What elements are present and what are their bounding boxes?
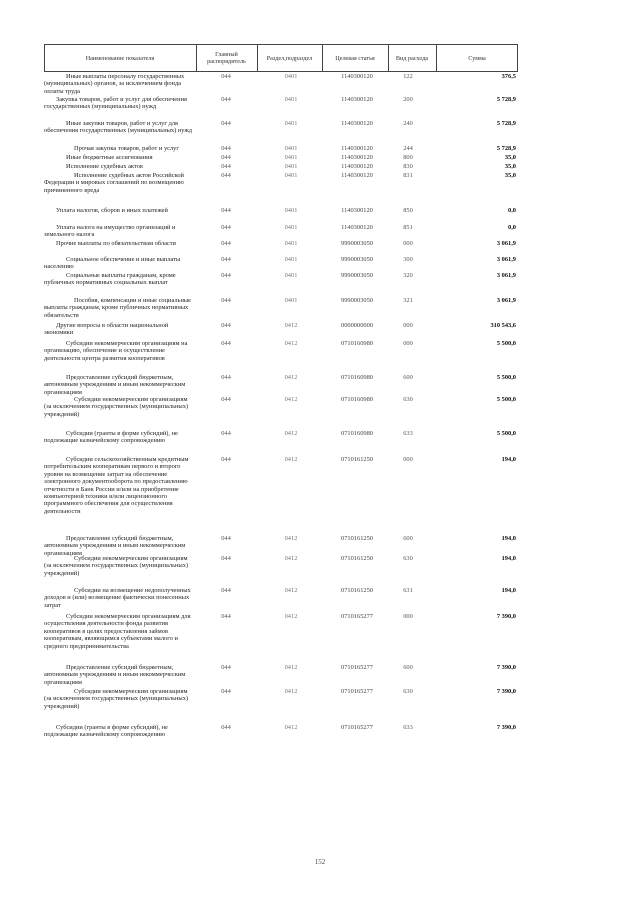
row-grbs: 044 [221, 96, 231, 103]
row-sum: 194,0 [501, 535, 516, 542]
row-grbs: 044 [221, 154, 231, 161]
row-razdel: 0401 [284, 256, 298, 263]
row-sum: 376,5 [501, 73, 516, 80]
row-cs: 1140300120 [341, 120, 373, 127]
row-vr: 633 [403, 724, 413, 731]
row-cs: 1140300120 [341, 154, 373, 161]
row-cs: 0710161250 [341, 535, 373, 542]
row-cs: 0000000000 [341, 322, 373, 329]
row-grbs: 044 [221, 120, 231, 127]
row-vr: 631 [403, 587, 413, 594]
row-vr: 851 [403, 224, 413, 231]
row-grbs: 044 [221, 555, 231, 562]
row-grbs: 044 [221, 430, 231, 437]
row-razdel: 0401 [284, 207, 298, 214]
row-grbs: 044 [221, 396, 231, 403]
row-name: Социальное обеспечение и иные выплаты населению [44, 256, 181, 271]
row-sum: 0,0 [508, 224, 516, 231]
row-name: Субсидии сельскохозяйственным кредитным потребительским кооперативам первого и второго уровня на возмещение затрат на обеспечение электронного документооборота по предоставлению отчетности в Банк России и/или на приобретение компьютерной техники и/или лицензионного программного обеспечения для осуществления деятельности [44, 456, 189, 515]
row-grbs: 044 [221, 535, 231, 542]
row-name: Предоставление субсидий бюджетным, автономным учреждениям и иным некоммерческим организациям [44, 374, 186, 396]
row-name: Закупка товаров, работ и услуг для обеспечения государственных (муниципальных) нужд [44, 96, 187, 111]
row-grbs: 044 [221, 456, 231, 463]
row-vr: 321 [403, 297, 413, 304]
row-vr: 300 [403, 256, 413, 263]
row-razdel: 0412 [284, 587, 298, 594]
row-grbs: 044 [221, 145, 231, 152]
row-vr: 122 [403, 73, 413, 80]
row-razdel: 0401 [284, 297, 298, 304]
row-razdel: 0412 [284, 374, 298, 381]
row-name: Субсидии некоммерческим организациям на организацию, обеспечение и осуществление деятельности центра развития кооперативов [44, 340, 188, 362]
row-razdel: 0401 [284, 154, 298, 161]
row-razdel: 0412 [284, 340, 298, 347]
row-grbs: 044 [221, 207, 231, 214]
row-grbs: 044 [221, 256, 231, 263]
row-sum: 194,0 [501, 587, 516, 594]
row-name: Иные закупки товаров, работ и услуг для обеспечения государственных (муниципальных) нужд [44, 120, 193, 135]
row-razdel: 0401 [284, 172, 298, 179]
header-name: Наименование показателя [85, 54, 155, 62]
row-razdel: 0412 [284, 430, 298, 437]
row-cs: 0710165277 [341, 664, 373, 671]
row-grbs: 044 [221, 224, 231, 231]
header-vr: Вид расхода [395, 54, 429, 62]
row-name: Субсидии некоммерческим организациям для осуществления деятельности фонда развития кооперативов в целях предоставления займов кооперативам, являющимся субъектами малого и среднего предпринимательства [44, 613, 191, 650]
row-sum: 7 390,0 [496, 724, 516, 731]
row-name: Исполнение судебных актов [66, 163, 143, 170]
row-sum: 5 500,0 [496, 430, 516, 437]
row-sum: 5 500,0 [496, 374, 516, 381]
row-vr: 000 [403, 456, 413, 463]
row-cs: 0710160980 [341, 430, 373, 437]
row-vr: 800 [403, 154, 413, 161]
row-razdel: 0412 [284, 724, 298, 731]
page-number: 152 [314, 858, 326, 866]
row-grbs: 044 [221, 163, 231, 170]
row-cs: 9990003050 [341, 272, 373, 279]
header-grbs: Главный распорядитель [207, 51, 246, 65]
row-cs: 1140300120 [341, 163, 373, 170]
row-razdel: 0401 [284, 272, 298, 279]
header-sum: Сумма [468, 54, 486, 62]
row-sum: 7 390,0 [496, 613, 516, 620]
row-grbs: 044 [221, 322, 231, 329]
row-name: Прочие выплаты по обязательствам области [56, 240, 176, 247]
row-sum: 35,0 [504, 163, 516, 170]
row-sum: 5 500,0 [496, 396, 516, 403]
row-name: Субсидии (гранты в форме субсидий), не подлежащие казначейскому сопровождению [44, 724, 168, 739]
row-razdel: 0401 [284, 163, 298, 170]
row-cs: 9990003050 [341, 240, 373, 247]
row-grbs: 044 [221, 297, 231, 304]
row-cs: 1140300120 [341, 207, 373, 214]
row-vr: 600 [403, 374, 413, 381]
row-sum: 5 728,9 [496, 120, 516, 127]
row-razdel: 0412 [284, 535, 298, 542]
row-name: Предоставление субсидий бюджетным, автономным учреждениям и иным некоммерческим организациям [44, 664, 186, 686]
row-name: Субсидии на возмещение недополученных доходов и (или) возмещение фактически понесенных затрат [44, 587, 191, 609]
row-cs: 0710165277 [341, 724, 373, 731]
row-grbs: 044 [221, 613, 231, 620]
row-cs: 0710161250 [341, 587, 373, 594]
row-razdel: 0401 [284, 145, 298, 152]
row-vr: 633 [403, 430, 413, 437]
row-vr: 630 [403, 396, 413, 403]
row-name: Предоставление субсидий бюджетным, автономным учреждениям и иным некоммерческим организациям [44, 535, 186, 557]
row-name: Исполнение судебных актов Российской Федерации и мировых соглашений по возмещению причиненного вреда [44, 172, 184, 194]
row-razdel: 0412 [284, 688, 298, 695]
header-razdel: Раздел,подраздел [266, 54, 313, 62]
row-razdel: 0401 [284, 120, 298, 127]
row-sum: 194,0 [501, 456, 516, 463]
row-cs: 1140300120 [341, 96, 373, 103]
row-sum: 3 061,9 [496, 272, 516, 279]
row-vr: 600 [403, 664, 413, 671]
row-vr: 000 [403, 613, 413, 620]
row-cs: 0710160980 [341, 396, 373, 403]
row-name: Субсидии некоммерческим организациям (за исключением государственных (муниципальных) учреждений) [44, 688, 189, 710]
row-name: Субсидии (гранты в форме субсидий), не подлежащие казначейскому сопровождению [44, 430, 178, 445]
row-vr: 244 [403, 145, 413, 152]
row-cs: 1140300120 [341, 172, 373, 179]
row-razdel: 0412 [284, 613, 298, 620]
row-vr: 830 [403, 163, 413, 170]
row-sum: 3 061,9 [496, 256, 516, 263]
row-sum: 7 390,0 [496, 664, 516, 671]
row-razdel: 0412 [284, 555, 298, 562]
row-sum: 35,0 [504, 154, 516, 161]
header-cs: Целевая статья [335, 54, 375, 62]
row-cs: 1140300120 [341, 73, 373, 80]
row-grbs: 044 [221, 73, 231, 80]
row-grbs: 044 [221, 240, 231, 247]
row-sum: 7 390,0 [496, 688, 516, 695]
row-name: Иные выплаты персоналу государственных (муниципальных) органов, за исключением фонда оплаты труда [44, 73, 185, 95]
row-razdel: 0412 [284, 322, 298, 329]
row-cs: 0710165277 [341, 688, 373, 695]
row-name: Другие вопросы в области национальной экономики [44, 322, 169, 337]
row-sum: 5 500,0 [496, 340, 516, 347]
row-sum: 0,0 [508, 207, 516, 214]
row-vr: 000 [403, 240, 413, 247]
row-cs: 1140300120 [341, 224, 373, 231]
row-grbs: 044 [221, 587, 231, 594]
row-vr: 850 [403, 207, 413, 214]
row-vr: 240 [403, 120, 413, 127]
row-sum: 3 061,9 [496, 297, 516, 304]
row-cs: 0710160980 [341, 374, 373, 381]
row-cs: 0710161250 [341, 555, 373, 562]
row-name: Пособия, компенсации и иные социальные выплаты гражданам, кроме публичных нормативных обязательств [44, 297, 191, 319]
row-vr: 600 [403, 535, 413, 542]
row-vr: 630 [403, 555, 413, 562]
row-vr: 000 [403, 322, 413, 329]
row-razdel: 0401 [284, 96, 298, 103]
row-razdel: 0401 [284, 73, 298, 80]
row-name: Уплата налогов, сборов и иных платежей [56, 207, 168, 214]
row-sum: 310 543,6 [490, 322, 516, 329]
row-razdel: 0412 [284, 456, 298, 463]
row-cs: 9990003050 [341, 256, 373, 263]
row-grbs: 044 [221, 664, 231, 671]
row-vr: 831 [403, 172, 413, 179]
row-grbs: 044 [221, 272, 231, 279]
row-grbs: 044 [221, 688, 231, 695]
row-name: Субсидии некоммерческим организациям (за исключением государственных (муниципальных) учреждений) [44, 555, 189, 577]
row-grbs: 044 [221, 340, 231, 347]
row-razdel: 0412 [284, 664, 298, 671]
row-cs: 0710165277 [341, 613, 373, 620]
row-sum: 194,0 [501, 555, 516, 562]
row-sum: 3 061,9 [496, 240, 516, 247]
row-vr: 200 [403, 96, 413, 103]
row-vr: 320 [403, 272, 413, 279]
row-cs: 0710161250 [341, 456, 373, 463]
row-sum: 35,0 [504, 172, 516, 179]
row-vr: 000 [403, 340, 413, 347]
row-cs: 1140300120 [341, 145, 373, 152]
row-name: Социальные выплаты гражданам, кроме публичных нормативных социальных выплат [44, 272, 176, 287]
row-sum: 5 728,9 [496, 96, 516, 103]
row-name: Субсидии некоммерческим организациям (за исключением государственных (муниципальных) учреждений) [44, 396, 189, 418]
row-razdel: 0401 [284, 240, 298, 247]
row-cs: 9990003050 [341, 297, 373, 304]
row-grbs: 044 [221, 172, 231, 179]
row-name: Прочая закупка товаров, работ и услуг [74, 145, 179, 152]
row-name: Иные бюджетные ассигнования [66, 154, 153, 161]
row-sum: 5 728,9 [496, 145, 516, 152]
row-razdel: 0401 [284, 224, 298, 231]
row-vr: 630 [403, 688, 413, 695]
row-grbs: 044 [221, 724, 231, 731]
row-grbs: 044 [221, 374, 231, 381]
row-cs: 0710160980 [341, 340, 373, 347]
row-razdel: 0412 [284, 396, 298, 403]
row-name: Уплата налога на имущество организаций и земельного налога [44, 224, 176, 239]
